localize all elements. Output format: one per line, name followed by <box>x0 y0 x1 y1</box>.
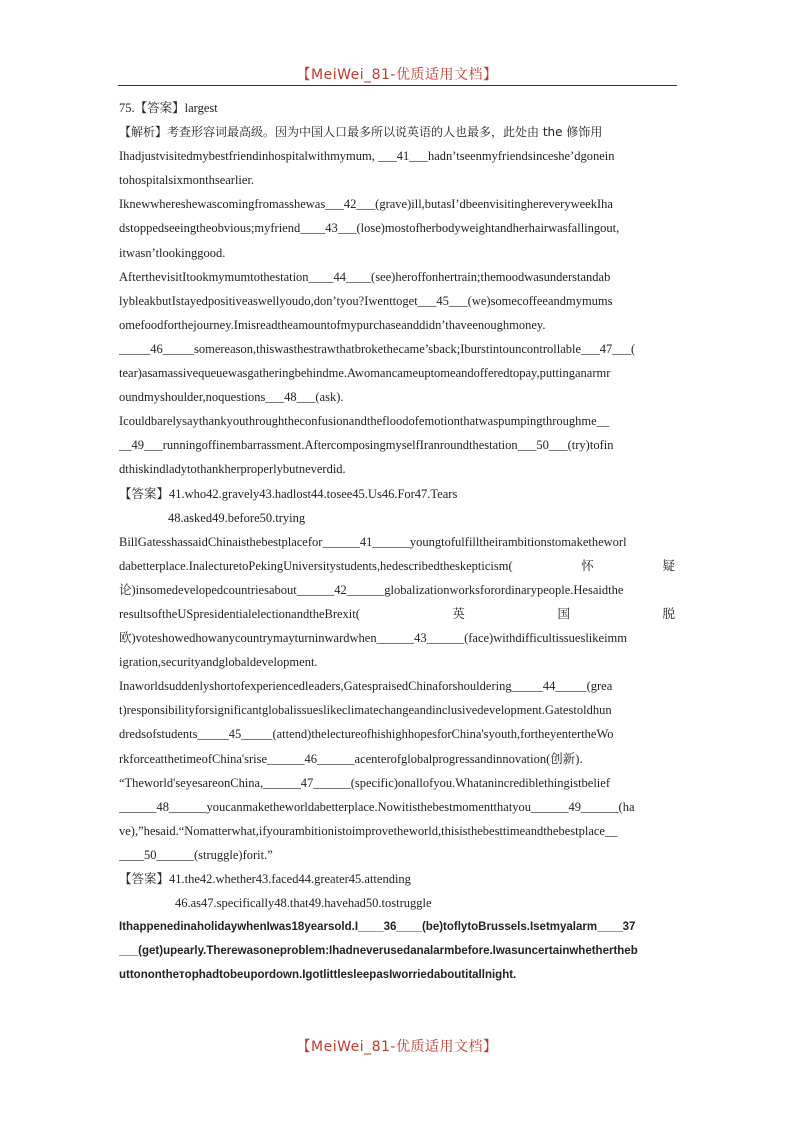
passage3-line: IthappenedinaholidaywhenIwas18yearsold.I____36____(be)toflytoBrussels.Isetmyalarm____37 <box>119 921 636 934</box>
passage1-line: Ihadjustvisitedmybestfriendinhospitalwithmymum, ___41___hadn’tseenmyfriendsinceshe’dgonein <box>119 149 615 164</box>
passage1-line: dthiskindladytothankherproperlybutneverdid. <box>119 462 346 477</box>
passage1-line: Iknewwhereshewascomingfromasshewas___42___(grave)ill,butasI’dbeenvisitinghereveryweekIha <box>119 197 613 212</box>
passage1-line: __49___runningoffinembarrassment.AftercomposingmyselfIranroundthestation___50___(try)tofin <box>119 438 614 453</box>
passage2-line: 论)insomedevelopedcountriesabout______42______globalizationworksforordinarypeople.Hesaidthe <box>119 582 624 597</box>
passage1-line: itwasn’tlookinggood. <box>119 245 226 260</box>
passage2-line: 欧)voteshowedhowanycountrymayturninwardwhen______43______(face)withdifficultissueslikeimm <box>119 631 627 646</box>
line-piece: 英 <box>452 606 465 621</box>
passage2-line: rkforceatthetimeofChina'srise______46______acenterofglobalprogressandinnovation(创新). <box>119 751 583 766</box>
answer-key-1-cont: 48.asked49.before50.trying <box>168 510 306 525</box>
document-body <box>119 96 675 987</box>
line-piece: 怀 <box>581 558 594 573</box>
passage2-line: ____50______(struggle)forit.” <box>119 847 273 862</box>
header-divider <box>118 85 677 86</box>
passage2-line: Inaworldsuddenlyshortofexperiencedleaders,GatespraisedChinaforshouldering_____44_____(grea <box>119 679 613 694</box>
passage2-line: ______48______youcanmaketheworldabetterplace.Nowitisthebestmomentthatyou______49______(ha <box>119 799 635 814</box>
passage1-line: AfterthevisitItookmymumtothestation____44____(see)heroffonhertrain;themoodwasunderstandab <box>119 269 611 284</box>
passage2-line: igration,securityandglobaldevelopment. <box>119 655 318 670</box>
passage3-line: uttonontheтophadtobeupordown.IgotlittlesleepasIworriedaboutitallnight. <box>119 969 517 982</box>
page-footer: 【MeiWei_81-优质适用文档】 <box>296 1039 498 1055</box>
passage2-line: “Theworld'seyesareonChina,______47______(specific)onallofyou.Whatanincrediblethingistbelief <box>119 775 610 790</box>
passage1-line: oundmyshoulder,noquestions___48___(ask). <box>119 390 344 405</box>
line-piece: 疑 <box>662 558 675 573</box>
line-piece: 国 <box>557 606 570 621</box>
line-piece: dabetterplace.InalecturetoPekingUniversitystudents,hedescribedtheskepticism( <box>119 558 513 573</box>
answer-key-2: 【答案】41.the42.whether43.faced44.greater45.attending <box>119 872 411 886</box>
passage1-line: lybleakbutIstayedpositiveaswellyoudo,don’tyou?Iwenttoget___45___(we)somecoffeeandmymums <box>119 293 613 308</box>
passage2-line: t)responsibilityforsignificantglobalissueslikeclimatechangeandinclusivedevelopment.Gatestoldhun <box>119 703 612 718</box>
line-piece: 脱 <box>662 606 675 621</box>
passage2-line: BillGatesshassaidChinaisthebestplacefor______41______youngtofulfilltheirambitionstomaketheworl <box>119 534 627 549</box>
passage2-line-justified <box>119 602 675 626</box>
line-piece: resultsoftheUSpresidentialelectionandtheBrexit( <box>119 606 360 621</box>
passage1-line: tear)asamassivequeuewasgatheringbehindme.Awomancameuptomeandofferedtopay,puttinganarmr <box>119 366 611 381</box>
passage1-line: _____46_____somereason,thiswasthestrawthatbrokethecame’sback;Iburstintouncontrollable___47___( <box>119 341 636 356</box>
passage1-line: tohospitalsixmonthsearlier. <box>119 173 255 188</box>
answer-75: 75.【答案】largest <box>119 101 218 115</box>
passage2-line-justified <box>119 554 675 578</box>
passage2-line: ve),”hesaid.“Nomatterwhat,ifyourambitionistoimprovetheworld,thisisthebesttimeandthebestplace__ <box>119 823 618 838</box>
page-header: 【MeiWei_81-优质适用文档】 <box>296 67 498 83</box>
answer-key-1: 【答案】41.who42.gravely43.hadlost44.tosee45.Us46.For47.Tears <box>119 486 458 501</box>
passage1-line: Icouldbarelysaythankyouthroughtheconfusionandthefloodofemotionthatwaspumpingthroughme__ <box>119 414 610 429</box>
passage1-line: omefoodforthejourney.Imisreadtheamountofmypurchaseanddidn’thaveenoughmoney. <box>119 317 546 332</box>
passage3-line: ___(get)upearly.Therewasoneproblem:Ihadneverusedanalarmbefore.Iwasuncertainwhetherthеb <box>119 945 638 958</box>
explanation-75: 【解析】考查形容词最高级。因为中国人口最多所以说英语的人也最多，此处由 the 修饰用 <box>119 125 603 140</box>
passage1-line: dstoppedseeingtheobvious;myfriend____43___(lose)mostofherbodyweightandherhairwasfallingout, <box>119 221 620 236</box>
answer-key-2-cont: 46.as47.specifically48.that49.havehad50.tostruggle <box>175 896 432 911</box>
passage2-line: dredsofstudents_____45_____(attend)thelectureofhishighhopesforChina'syouth,fortheyentertheWo <box>119 727 614 742</box>
